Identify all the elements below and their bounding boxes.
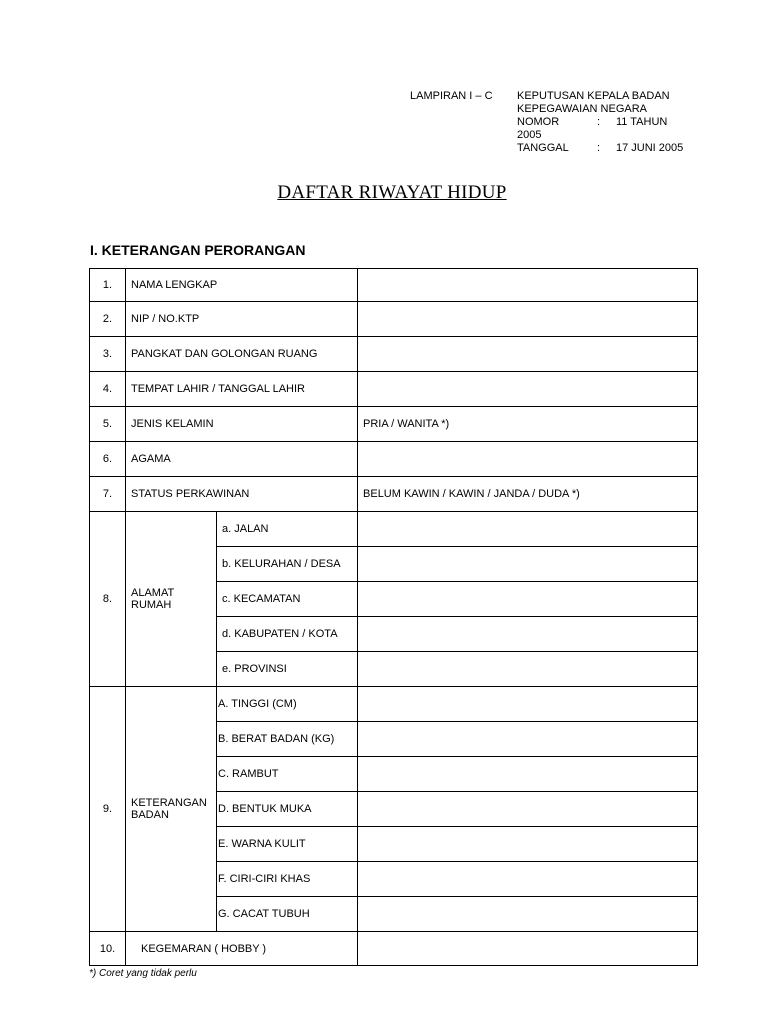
table-row <box>90 269 698 302</box>
section-heading: I. KETERANGAN PERORANGAN <box>90 242 306 258</box>
row-number: 9. <box>90 687 126 932</box>
row-number: 10. <box>90 932 126 966</box>
field-value[interactable] <box>358 547 698 582</box>
field-value[interactable]: PRIA / WANITA *) <box>358 407 698 442</box>
field-label: KEGEMARAN ( HOBBY ) <box>126 932 358 966</box>
nomor-value: 11 TAHUN <box>616 116 668 128</box>
table-row <box>90 932 698 966</box>
nomor-separator: : <box>597 116 601 128</box>
field-value[interactable] <box>358 862 698 897</box>
field-label: PANGKAT DAN GOLONGAN RUANG <box>126 337 358 372</box>
field-value[interactable] <box>358 932 698 966</box>
field-value[interactable] <box>358 442 698 477</box>
row-number: 1. <box>90 269 126 302</box>
nomor-label: NOMOR <box>517 116 560 128</box>
table-row <box>90 512 698 547</box>
table-row <box>90 372 698 407</box>
group-label-line: RUMAH <box>131 599 172 611</box>
table-row <box>90 407 698 442</box>
sub-field-label: G. CACAT TUBUH <box>217 897 358 932</box>
group-label-line: ALAMAT <box>131 587 175 599</box>
keputusan-line1: KEPUTUSAN KEPALA BADAN <box>517 90 670 102</box>
field-value[interactable] <box>358 617 698 652</box>
group-label-alamat <box>126 512 217 687</box>
field-label: AGAMA <box>126 442 358 477</box>
personal-info-table <box>89 268 698 966</box>
field-label: NAMA LENGKAP <box>126 269 358 302</box>
footnote: *) Coret yang tidak perlu <box>89 968 197 979</box>
sub-field-label: E. WARNA KULIT <box>217 827 358 862</box>
sub-field-label: F. CIRI-CIRI KHAS <box>217 862 358 897</box>
field-value[interactable] <box>358 652 698 687</box>
tanggal-label: TANGGAL <box>517 142 569 154</box>
field-value[interactable] <box>358 687 698 722</box>
field-value[interactable] <box>358 269 698 302</box>
sub-field-label: b. KELURAHAN / DESA <box>217 547 358 582</box>
field-value[interactable]: BELUM KAWIN / KAWIN / JANDA / DUDA *) <box>358 477 698 512</box>
sub-field-label: A. TINGGI (CM) <box>217 687 358 722</box>
row-number: 2. <box>90 302 126 337</box>
tanggal-separator: : <box>597 142 601 154</box>
field-value[interactable] <box>358 722 698 757</box>
row-number: 5. <box>90 407 126 442</box>
table-row <box>90 337 698 372</box>
keputusan-line2: KEPEGAWAIAN NEGARA <box>517 103 647 115</box>
row-number: 8. <box>90 512 126 687</box>
field-value[interactable] <box>358 827 698 862</box>
sub-field-label: D. BENTUK MUKA <box>217 792 358 827</box>
field-value[interactable] <box>358 337 698 372</box>
sub-field-label: d. KABUPATEN / KOTA <box>217 617 358 652</box>
field-label: NIP / NO.KTP <box>126 302 358 337</box>
field-value[interactable] <box>358 512 698 547</box>
row-number: 6. <box>90 442 126 477</box>
sub-field-label: C. RAMBUT <box>217 757 358 792</box>
field-value[interactable] <box>358 372 698 407</box>
document-title: DAFTAR RIWAYAT HIDUP <box>277 182 507 203</box>
row-number: 3. <box>90 337 126 372</box>
sub-field-label: B. BERAT BADAN (KG) <box>217 722 358 757</box>
sub-field-label: a. JALAN <box>217 512 358 547</box>
field-value[interactable] <box>358 757 698 792</box>
group-label-keterangan-badan <box>126 687 217 932</box>
table-row <box>90 302 698 337</box>
nomor-year: 2005 <box>517 129 542 141</box>
table-row <box>90 687 698 722</box>
group-label-line: BADAN <box>131 809 169 821</box>
field-value[interactable] <box>358 302 698 337</box>
field-value[interactable] <box>358 897 698 932</box>
row-number: 7. <box>90 477 126 512</box>
lampiran-label: LAMPIRAN I – C <box>410 90 493 102</box>
field-label: STATUS PERKAWINAN <box>126 477 358 512</box>
field-label: JENIS KELAMIN <box>126 407 358 442</box>
field-label: TEMPAT LAHIR / TANGGAL LAHIR <box>126 372 358 407</box>
field-value[interactable] <box>358 582 698 617</box>
sub-field-label: e. PROVINSI <box>217 652 358 687</box>
field-value[interactable] <box>358 792 698 827</box>
sub-field-label: c. KECAMATAN <box>217 582 358 617</box>
group-label-line: KETERANGAN <box>131 797 207 809</box>
table-row <box>90 442 698 477</box>
table-row <box>90 477 698 512</box>
tanggal-value: 17 JUNI 2005 <box>616 142 684 154</box>
row-number: 4. <box>90 372 126 407</box>
